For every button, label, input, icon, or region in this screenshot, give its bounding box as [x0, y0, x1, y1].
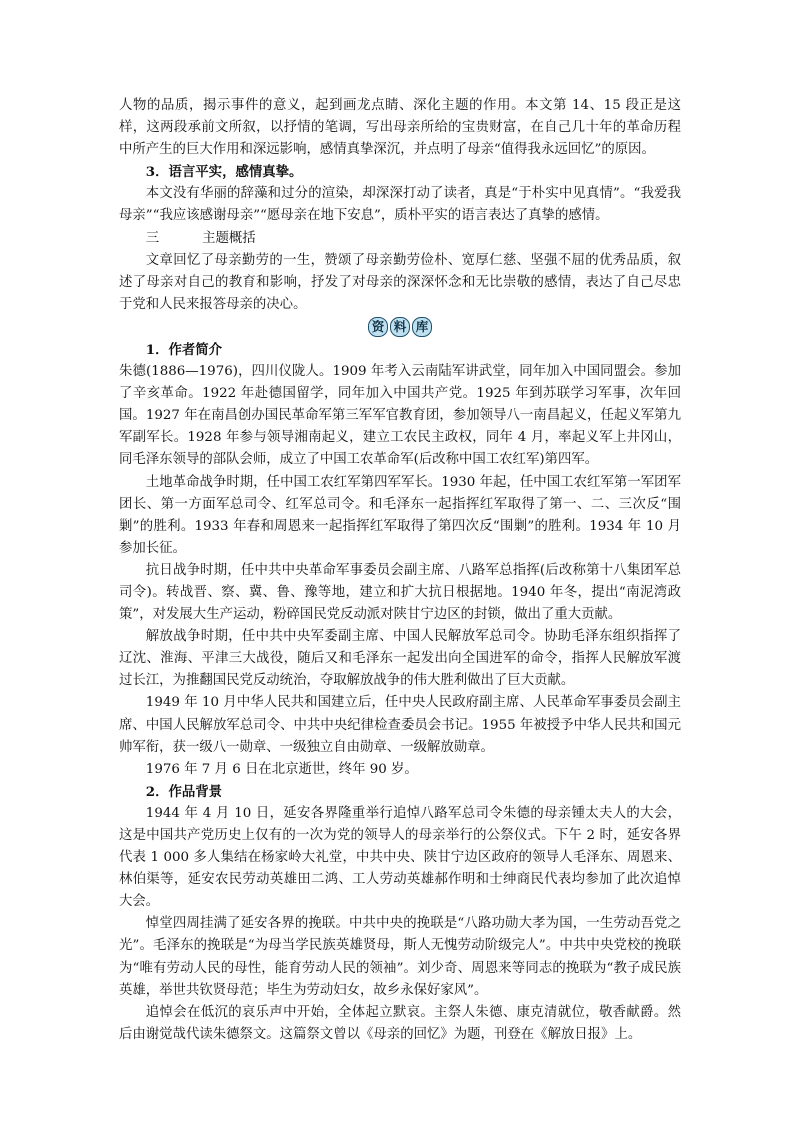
author-paragraph: 1949 年 10 月中华人民共和国建立后，任中央人民政府副主席、人民革命军事委员会副主席、中国人民解放军总司令、中共中央纪律检查委员会书记。1955 年被授予中华人民共和国元帅军衔，获一级八一勋章、一级独立自由勋章、一级解放勋章。: [119, 695, 681, 755]
section3-paragraph: 文章回忆了母亲勤劳的一生，赞颂了母亲勤劳俭朴、宽厚仁慈、坚强不屈的优秀品质，叙述了母亲对自己的教育和影响，抒发了对母亲的深深怀念和无比崇敬的感情，表达了自己尽忠于党和人民来报答母亲的决心。: [119, 252, 681, 312]
resource-library-badge: [368, 317, 432, 337]
background-paragraph: 追悼会在低沉的哀乐声中开始，全体起立默哀。主祭人朱德、康克清就位，敬香献爵。然后由谢觉哉代读朱德祭文。这篇祭文曾以《母亲的回忆》为题，刊登在《解放日报》上。: [119, 1004, 681, 1042]
point3-paragraph: 本文没有华丽的辞藻和过分的渲染，却深深打动了读者，真是“于朴实中见真情”。“我爱我母亲”“我应该感谢母亲”“愿母亲在地下安息”，质朴平实的语言表达了真挚的感情。: [119, 186, 681, 224]
background-paragraph: 悼堂四周挂满了延安各界的挽联。中共中央的挽联是“八路功勋大孝为国，一生劳动吾党之光”。毛泽东的挽联是“为母当学民族英雄贤母，斯人无愧劳动阶级完人”。中共中央党校的挽联为“唯有劳动人民的母性，能育劳动人民的领袖”。刘少奇、周恩来等同志的挽联为“教子成民族英雄，举世共钦贤母范；毕生为劳动妇女，故乡永保好家风”。: [119, 916, 681, 998]
author-paragraph: 朱德(1886—1976)，四川仪陇人。1909 年考入云南陆军讲武堂，同年加入中国同盟会。参加了辛亥革命。1922 年赴德国留学，同年加入中国共产党。1925 年到苏联学习军事，次年回国。1927 年在南昌创办国民革命军第三军军官教育团，参加领导八一南昌起义，任起义军第九军副军长。1928 年参与领导湘南起义，建立工农民主政权，同年 4 月，率起义军上井冈山，同毛泽东领导的部队会师，成立了中国工农革命军(后改称中国工农红军)第四军。: [119, 364, 681, 468]
badge-char: 库: [412, 317, 432, 337]
badge-char: 资: [368, 317, 388, 337]
document-page: [119, 95, 681, 1046]
background-heading: 2．作品背景: [145, 783, 223, 800]
author-heading: 1．作者简介: [145, 341, 223, 358]
author-paragraph: 抗日战争时期，任中共中央革命军事委员会副主席、八路军总指挥(后改称第十八集团军总司令)。转战晋、察、冀、鲁、豫等地，建立和扩大抗日根据地。1940 年冬，提出“南泥湾政策”，对发展大生产运动，粉碎国民党反动派对陕甘宁边区的封锁，做出了重大贡献。: [119, 562, 681, 623]
author-paragraph: 1976 年 7 月 6 日在北京逝世，终年 90 岁。: [145, 761, 418, 777]
continuation-paragraph: 人物的品质，揭示事件的意义，起到画龙点睛、深化主题的作用。本文第 14、15 段正是这样，这两段承前文所叙，以抒情的笔调，写出母亲所给的宝贵财富，在自己几十年的革命历程中所产生的巨大作用和深远影响，感情真挚深沉，并点明了母亲“值得我永远回忆”的原因。: [119, 98, 681, 158]
resource-library-banner: [119, 317, 681, 339]
badge-char: 料: [390, 317, 410, 337]
point3-heading: 3．语言平实，感情真挚。: [145, 164, 303, 181]
section3-heading: [119, 228, 681, 250]
author-paragraph: 解放战争时期，任中共中央军委副主席、中国人民解放军总司令。协助毛泽东组织指挥了辽沈、淮海、平津三大战役，随后又和毛泽东一起发出向全国进军的命令，指挥人民解放军渡过长江，为推翻国民党反动统治，夺取解放战争的伟大胜利做出了巨大贡献。: [119, 629, 681, 689]
author-paragraph: 土地革命战争时期，任中国工农红军第四军军长。1930 年起，任中国工农红军第一军团军团长、第一方面军总司令、红军总司令。和毛泽东一起指挥红军取得了第一、二、三次反“围剿”的胜利。1933 年春和周恩来一起指挥红军取得了第四次反“围剿”的胜利。1934 年 10 月参加长征。: [119, 474, 681, 556]
section3-number: 三: [145, 230, 160, 246]
section3-title: 主题概括: [202, 230, 256, 246]
background-paragraph: 1944 年 4 月 10 日，延安各界隆重举行追悼八路军总司令朱德的母亲锺太夫人的大会，这是中国共产党历史上仅有的一次为党的领导人的母亲举行的公祭仪式。下午 2 时，延安各界代表 1 000 多人集结在杨家岭大礼堂，中共中央、陕甘宁边区政府的领导人毛泽东、周恩来、林伯渠等，延安农民劳动英雄田二鸿、工人劳动英雄郝作明和士绅商民代表均参加了此次追悼大会。: [119, 805, 681, 910]
